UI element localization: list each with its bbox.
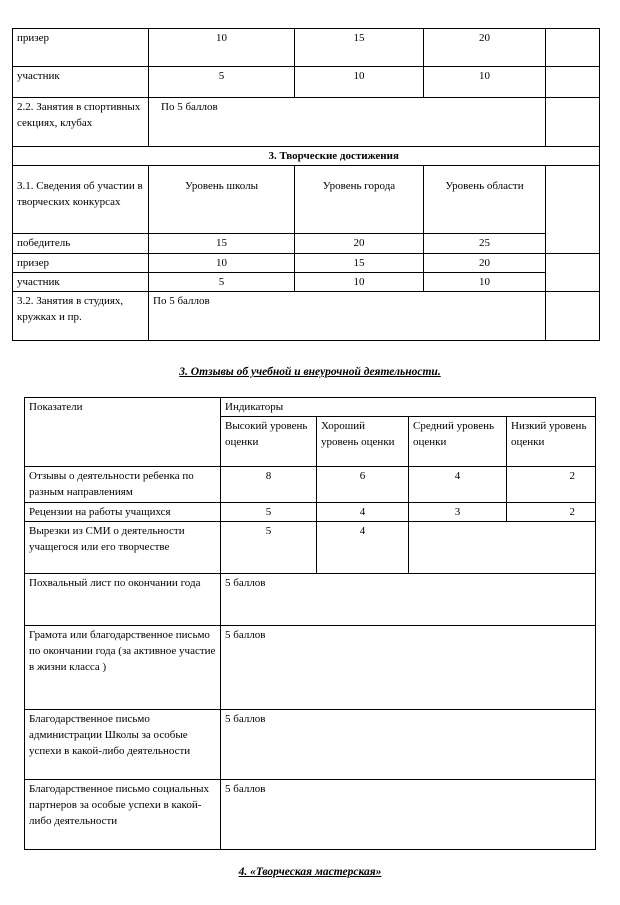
table-row — [25, 780, 596, 850]
empty-cell — [13, 147, 149, 166]
empty-cell — [546, 254, 600, 292]
table-row — [25, 398, 596, 417]
cell-value: 3 — [409, 503, 507, 522]
cell-value: 4 — [409, 467, 507, 503]
cell-value: 5 — [149, 273, 295, 292]
row-label: участник — [13, 273, 149, 292]
row-label: Грамота или благодарственное письмо по окончании года (за активное участие в жизни класса ) — [25, 626, 221, 710]
cell-value: 10 — [424, 67, 546, 98]
table-row — [25, 710, 596, 780]
table-row — [25, 574, 596, 626]
reviews-table — [24, 397, 596, 850]
cell-value: 6 — [317, 467, 409, 503]
cell-value: По 5 баллов — [149, 98, 546, 147]
cell-value: 5 баллов — [221, 574, 596, 626]
cell-value: 8 — [221, 467, 317, 503]
row-label: участник — [13, 67, 149, 98]
row-label: Благодарственное письмо социальных партнеров за особые успехи в какой-либо деятельности — [25, 780, 221, 850]
cell-value: 2 — [507, 467, 596, 503]
row-label: 3.1. Сведения об участии в творческих конкурсах — [13, 166, 149, 234]
row-label: Отзывы о деятельности ребенка по разным направлениям — [25, 467, 221, 503]
cell-value: 5 баллов — [221, 780, 596, 850]
table-row — [25, 467, 596, 503]
table-row — [25, 626, 596, 710]
level-header: Хороший уровень оценки — [317, 417, 409, 467]
table-row — [13, 29, 600, 67]
cell-value: 4 — [317, 503, 409, 522]
empty-cell — [546, 98, 600, 147]
empty-cell — [409, 522, 596, 574]
cell-value: 20 — [424, 254, 546, 273]
section-title: 3. Творческие достижения — [149, 147, 600, 166]
table-row — [25, 522, 596, 574]
cell-value: 5 — [221, 503, 317, 522]
cell-value: 5 баллов — [221, 626, 596, 710]
table-row — [13, 98, 600, 147]
empty-cell — [546, 67, 600, 98]
level-header: Уровень области — [424, 166, 546, 234]
empty-cell — [546, 166, 600, 254]
level-header: Уровень города — [295, 166, 424, 234]
section-heading-workshop: 4. «Творческая мастерская» — [238, 866, 382, 878]
section-heading-reviews: 3. Отзывы об учебной и внеурочной деятельности. — [179, 366, 441, 378]
row-label: Похвальный лист по окончании года — [25, 574, 221, 626]
indicators-header: Показатели — [25, 398, 221, 467]
row-label: Рецензии на работы учащихся — [25, 503, 221, 522]
row-label: 2.2. Занятия в спортивных секциях, клубах — [13, 98, 149, 147]
row-label: Вырезки из СМИ о деятельности учащегося или его творчестве — [25, 522, 221, 574]
cell-value: 20 — [295, 234, 424, 254]
table-row — [13, 166, 600, 234]
cell-value: 10 — [149, 29, 295, 67]
cell-value: 25 — [424, 234, 546, 254]
cell-value: 2 — [507, 503, 596, 522]
cell-value: 20 — [424, 29, 546, 67]
row-label: призер — [13, 29, 149, 67]
cell-value: 15 — [149, 234, 295, 254]
table-row — [13, 234, 600, 254]
level-header: Низкий уровень оценки — [507, 417, 596, 467]
cell-value: 5 — [221, 522, 317, 574]
level-header: Средний уровень оценки — [409, 417, 507, 467]
cell-value: 10 — [295, 273, 424, 292]
empty-cell — [507, 398, 596, 417]
cell-value: 5 баллов — [221, 710, 596, 780]
indicators-group-header: Индикаторы — [221, 398, 507, 417]
row-label: 3.2. Занятия в студиях, кружках и пр. — [13, 292, 149, 341]
table-row — [13, 147, 600, 166]
table-row — [25, 503, 596, 522]
level-header: Уровень школы — [149, 166, 295, 234]
cell-value: 15 — [295, 29, 424, 67]
level-header: Высокий уровень оценки — [221, 417, 317, 467]
row-label: победитель — [13, 234, 149, 254]
cell-value: 10 — [424, 273, 546, 292]
cell-value: 10 — [295, 67, 424, 98]
table-row — [13, 254, 600, 273]
cell-value: 4 — [317, 522, 409, 574]
empty-cell — [546, 29, 600, 67]
cell-value: 10 — [149, 254, 295, 273]
cell-value: 5 — [149, 67, 295, 98]
row-label: призер — [13, 254, 149, 273]
achievements-table — [12, 28, 600, 341]
table-row — [13, 292, 600, 341]
cell-value: 15 — [295, 254, 424, 273]
empty-cell — [546, 292, 600, 341]
table-row — [13, 67, 600, 98]
cell-value: По 5 баллов — [149, 292, 546, 341]
row-label: Благодарственное письмо администрации Школы за особые успехи в какой-либо деятельности — [25, 710, 221, 780]
table-row — [13, 273, 600, 292]
